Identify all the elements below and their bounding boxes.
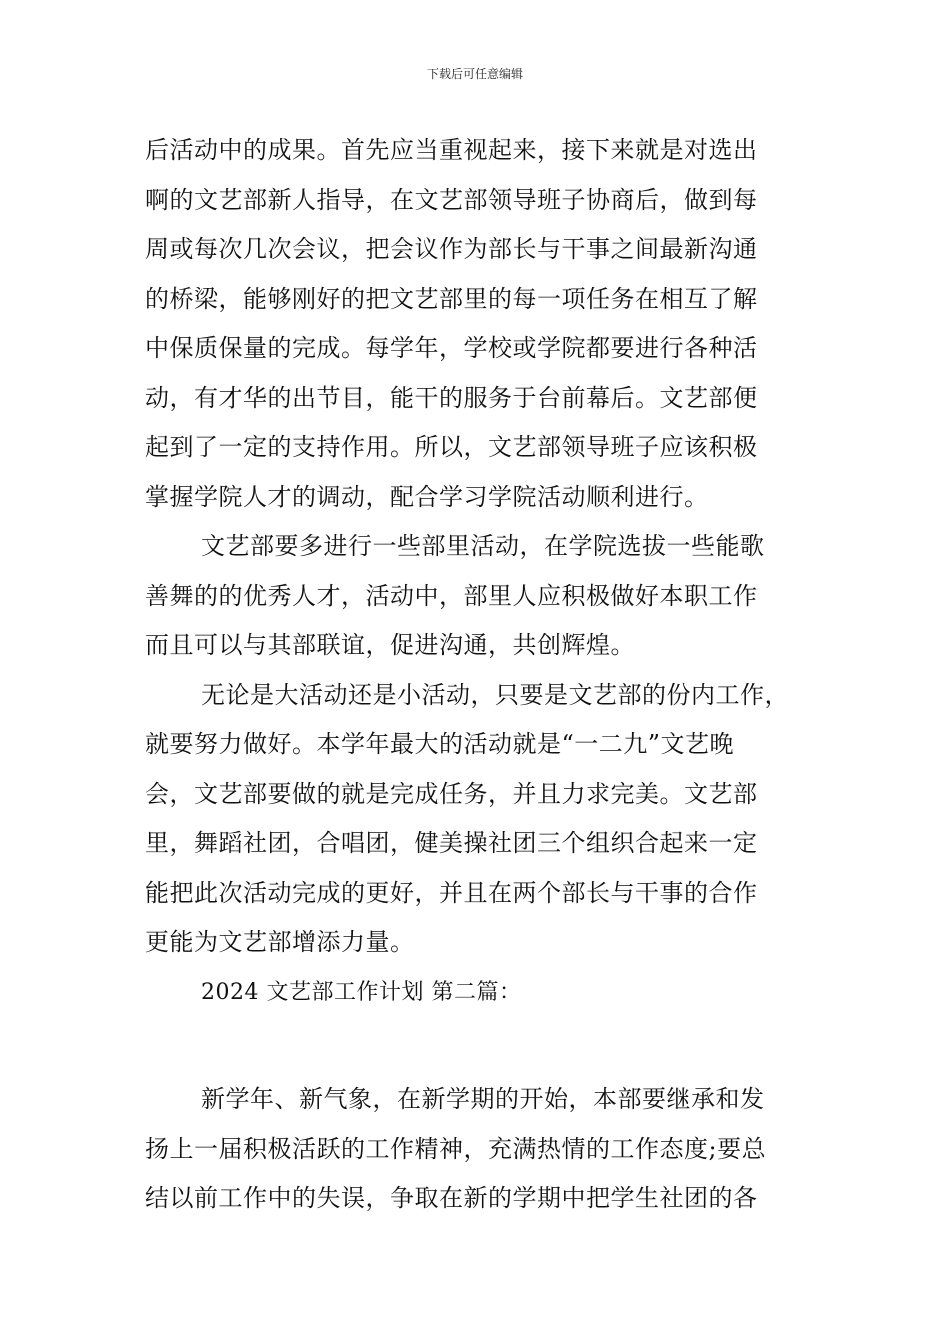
text-line: 起到了一定的支持作用。所以，文艺部领导班子应该积极 <box>145 433 758 461</box>
text-line: 后活动中的成果。首先应当重视起来，接下来就是对选出 <box>145 136 758 164</box>
text-line: 就要努力做好。本学年最大的活动就是“一二九”文艺晚 <box>145 730 735 758</box>
text-line: 能把此次活动完成的更好，并且在两个部长与干事的合作 <box>145 878 758 907</box>
section-spacer <box>145 1017 835 1075</box>
text-line: 周或每次几次会议，把会议作为部长与干事之间最新沟通 <box>145 235 758 263</box>
text-line: 文艺部要多进行一些部里活动，在学院选拔一些能歌 <box>201 532 765 560</box>
paragraph-1 <box>145 126 835 522</box>
text-line: 中保质保量的完成。每学年，学校或学院都要进行各种活 <box>145 334 758 362</box>
page-header-note: 下载后可任意编辑 <box>426 67 523 81</box>
text-line: 新学年、新气象，在新学期的开始，本部要继承和发 <box>201 1085 765 1113</box>
text-line: 动，有才华的出节目，能干的服务于台前幕后。文艺部便 <box>145 383 758 412</box>
paragraph-2 <box>145 522 835 671</box>
text-line: 的桥梁，能够刚好的把文艺部里的每一项任务在相互了解 <box>145 284 758 313</box>
text-line: 结以前工作中的失误，争取在新的学期中把学生社团的各 <box>145 1184 758 1212</box>
text-line: 里，舞蹈社团，合唱团，健美操社团三个组织合起来一定 <box>145 829 758 857</box>
section-heading: 2024 文艺部工作计划 第二篇： <box>201 979 522 1005</box>
text-line: 会，文艺部要做的就是完成任务，并且力求完美。文艺部 <box>145 779 758 808</box>
text-line: 善舞的的优秀人才，活动中，部里人应积极做好本职工作 <box>145 581 758 610</box>
document-body <box>145 126 835 1224</box>
paragraph-3 <box>145 671 835 968</box>
text-line: 掌握学院人才的调动，配合学习学院活动顺利进行。 <box>145 482 709 511</box>
text-line: 扬上一届积极活跃的工作精神，充满热情的工作态度;要总 <box>145 1134 767 1163</box>
text-line: 更能为文艺部增添力量。 <box>145 928 415 956</box>
text-line: 而且可以与其部联谊，促进沟通，共创辉煌。 <box>145 631 635 659</box>
text-line: 无论是大活动还是小活动，只要是文艺部的份内工作， <box>201 680 789 709</box>
paragraph-4 <box>145 1075 835 1224</box>
text-line: 啊的文艺部新人指导，在文艺部领导班子协商后，做到每 <box>145 185 758 214</box>
